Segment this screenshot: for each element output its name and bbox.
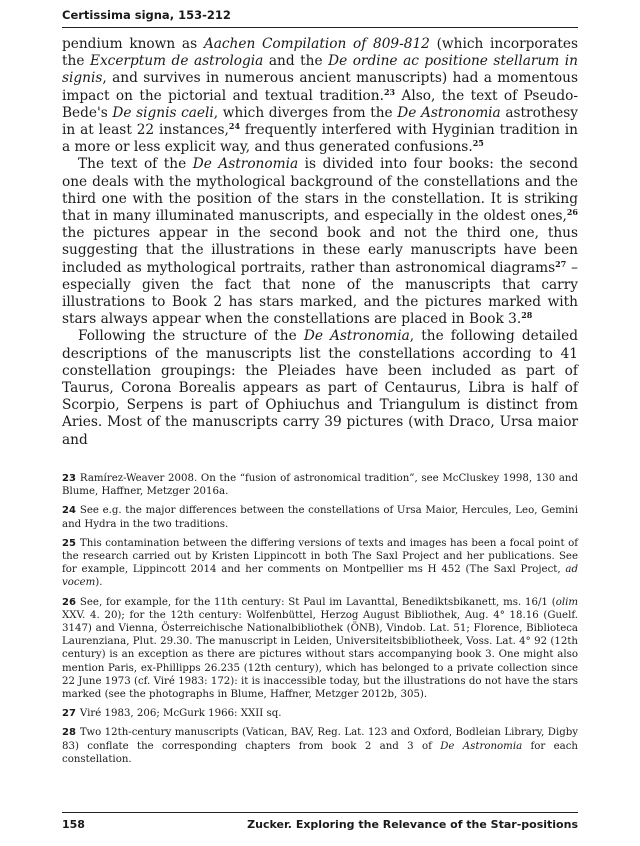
- running-head-title: Certissima signa, 153-212: [62, 8, 231, 22]
- body-paragraph: [62, 156, 578, 328]
- footnote-ref: 28: [521, 310, 533, 321]
- footnote-number: 26: [62, 596, 76, 608]
- page-number: 158: [62, 818, 85, 831]
- text-run: See e.g. the major differences between the constellations of Ursa Maior, Hercules, Leo, Gemini and Hydra in the two traditions.: [62, 505, 578, 530]
- italic-text: De signis caeli: [112, 104, 214, 121]
- footnote-number: 27: [62, 708, 76, 720]
- italic-text: olim: [555, 596, 578, 608]
- footnote: [62, 472, 578, 498]
- footnote: [62, 596, 578, 702]
- footnote: [62, 504, 578, 530]
- footnote-number: 28: [62, 727, 76, 739]
- footnote: [62, 707, 578, 720]
- text-run: , and survives in numerous ancient manuscripts) had a momentous impact on the pictorial and textual tradition.: [62, 70, 578, 104]
- text-run: – especially given the fact that none of the manuscripts that carry illustrations to Book 2 has stars marked, and the pictures marked with stars always appear when the constellations are placed in Book 3.: [62, 259, 578, 328]
- italic-text: De Astronomia: [192, 156, 299, 173]
- text-run: Following the structure of the: [78, 328, 304, 345]
- footnote-ref: 26: [566, 207, 578, 218]
- text-run: frequently interfered with Hyginian tradition in a more or less explicit way, and thus generated confusions.: [62, 122, 578, 156]
- text-run: Two 12th-century manuscripts (Vatican, BAV, Reg. Lat. 123 and Oxford, Bodleian Library, Digby 83) conflate the corresponding chapters from book 2 and 3 of: [62, 727, 578, 752]
- text-run: Viré 1983, 206; McGurk 1966: XXII sq.: [79, 708, 282, 720]
- body-paragraph: [62, 328, 578, 448]
- text-run: ).: [95, 577, 103, 589]
- footnote-number: 23: [62, 473, 76, 484]
- text-run: for each constellation.: [62, 740, 578, 765]
- footnote: [62, 537, 578, 590]
- text-run: and the: [263, 53, 329, 70]
- running-head: [62, 8, 578, 28]
- footnote-ref: 24: [228, 121, 241, 132]
- text-run: The text of the: [78, 156, 193, 173]
- footnote-number: 25: [62, 537, 76, 549]
- footnote: [62, 726, 578, 766]
- text-run: , which diverges from the: [213, 104, 398, 121]
- text-run: See, for example, for the 11th century: St Paul im Lavanttal, Benediktsbikanett, ms. 16/1 (: [79, 596, 556, 608]
- text-run: Also, the text of Pseudo-Bede's: [62, 87, 578, 121]
- italic-text: De Astronomia: [303, 328, 410, 345]
- text-run: XXV. 4. 20); for the 12th century: Wolfenbüttel, Herzog August Bibliothek, Aug. 4° 18.16 (Guelf. 3147) and Vienna, Österreichische Nationalbibliothek (ÖNB), Vindob. Lat. 51; Florence, Biblioteca Laurenziana, Plut. 29.30. The manuscript in Leiden, Universiteitsbibliotheek, Voss. Lat. 4° 92 (12th century) is an exception as there are pictures without stars accompanying book 3. One might also mention Paris, ex-Phillipps 26.235 (12th century), which has belonged to a private collection since 22 June 1973 (cf. Viré 1983: 172): it is inaccessible today, but the illustrations do not have the stars marked (see the photographs in Blume, Haffner, Metzger 2012b, 305).: [62, 609, 578, 701]
- footnotes: [62, 472, 578, 772]
- text-run: Ramírez-Weaver 2008. On the “fusion of astronomical tradition”, see McCluskey 1998, 130 and Blume, Haffner, Metzger 2016a.: [62, 473, 578, 498]
- italic-text: De Astronomia: [440, 740, 523, 752]
- page-footer: [62, 812, 578, 831]
- footnote-number: 24: [62, 505, 76, 517]
- italic-text: Excerptum de astrologia: [89, 53, 264, 70]
- text-run: is divided into four books: the second one deals with the mythological background of the constellations and the third one with the position of the stars in the constellation. It is striking that in many illuminated manuscripts, and especially in the oldest ones,: [62, 156, 578, 225]
- footnote-ref: 27: [555, 258, 567, 269]
- italic-text: ad vocem: [62, 564, 578, 589]
- italic-text: De ordine ac positione stellarum in signis: [62, 53, 578, 87]
- text-run: the pictures appear in the second book and not the third one, thus suggesting that the illustrations in these early manuscripts have been included as mythological portraits, rather than astronomical diagrams: [62, 225, 578, 276]
- italic-text: Aachen Compilation of 809-812: [203, 36, 430, 52]
- text-run: pendium known as: [62, 36, 204, 52]
- footnote-ref: 25: [472, 138, 484, 149]
- footnote-ref: 23: [383, 86, 396, 97]
- italic-text: De Astronomia: [397, 104, 501, 121]
- text-run: (which incorporates the: [62, 36, 578, 70]
- running-foot: Zucker. Exploring the Relevance of the Star-positions: [247, 818, 578, 831]
- body-paragraph: [62, 36, 578, 156]
- text-run: , the following detailed descriptions of the manuscripts list the constellations according to 41 constellation groupings: the Pleiades have been included as part of Taurus, Corona Borealis appears as part of Centaurus, Libra is half of Scorpio, Serpens is part of Ophiuchus and Triangulum is distinct from Aries. Most of the manuscripts carry 39 pictures (with Draco, Ursa maior and: [62, 328, 578, 448]
- main-text: [62, 36, 578, 449]
- text-run: astrothesy in at least 22 instances,: [62, 104, 578, 139]
- text-run: This contamination between the differing versions of texts and images has been a focal point of the research carried out by Kristen Lippincott in both The Saxl Project and her publications. See for example, Lippincott 2014 and her comments on Montpellier ms H 452 (The Saxl Project,: [62, 537, 578, 576]
